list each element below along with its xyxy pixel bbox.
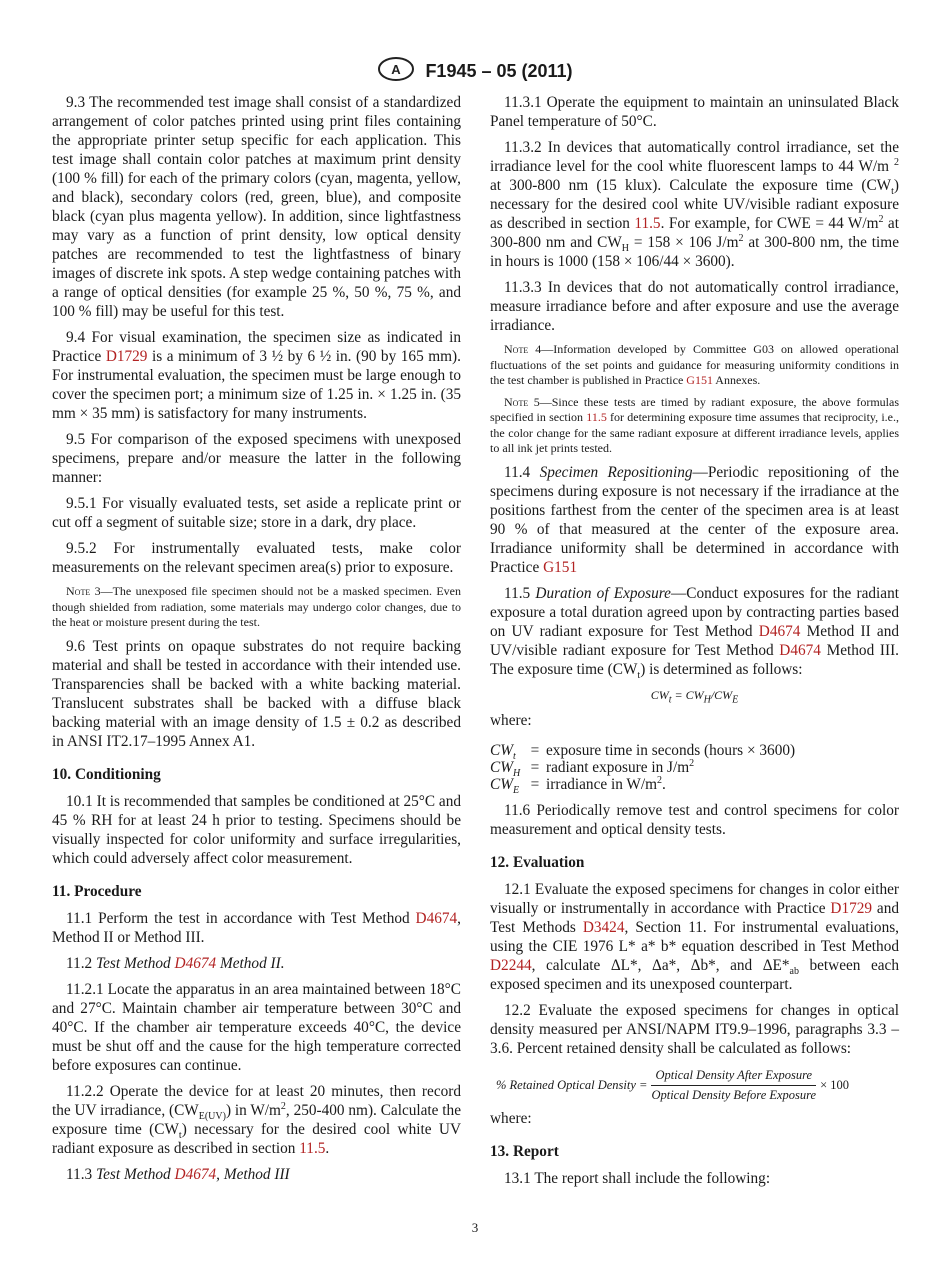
paragraph [490,138,899,271]
text-run: 11.2.1 Locate the apparatus in an area maintained between 18°C and 27°C. Maintain chamber air temperature between 30°C and 40°C. If the chamber air temperature exceeds 40°C, the device must be shut off and the cause for the high temperature corrected before exposures can continue. [52,980,461,1074]
text-run: CW [490,741,513,759]
text-run: 12. Evaluation [490,853,585,871]
note [52,584,461,631]
text-run: where: [490,711,532,729]
text-run: CW [650,687,669,702]
reference-link[interactable]: G151 [543,558,578,576]
text-run: CW [490,758,513,776]
text-run: —Since these tests are timed by radiant exposure, the above formulas specified in section [490,394,900,424]
paragraph [490,801,899,839]
text-run: 11.3.1 Operate the equipment to maintain an uninsulated Black Panel temperature of 50°C. [490,94,899,130]
variable-description [546,759,694,776]
section-heading [490,1142,899,1161]
reference-link[interactable]: D4674 [758,622,801,640]
reference-link[interactable]: D4674 [174,1165,217,1183]
text-run: 9.5 For comparison of the exposed specimens with unexposed specimens, prepare and/or measure the latter in the following manner: [52,431,461,486]
paragraph [490,463,899,577]
left-column [52,93,461,1191]
subscript: t [512,750,516,762]
reference-link[interactable]: D4674 [779,641,821,659]
paragraph [52,539,461,577]
text-run: . For example, for CWE = 44 W/m [660,215,879,232]
retained-density-equation [490,1066,899,1105]
text-run: 11.5 [504,584,536,602]
equals-sign: = [530,775,540,793]
reference-link[interactable]: D1729 [830,899,873,917]
text-run: —Periodic repositioning of the specimens during exposure is not necessary if the irradiance at the positions farthest from the center of the specimen area is at least 90 % of that measured at the center of the exposure area. Irradiance uniformity shall be determined in accordance with Practice [490,463,900,576]
variable-description [546,776,666,793]
reference-link[interactable]: D1729 [105,348,148,365]
reference-link[interactable]: D4674 [174,954,217,972]
text-run: . [662,775,666,793]
note-label: Note 4 [504,342,542,356]
denominator: Optical Density Before Exposure [651,1087,817,1102]
variable-symbol [490,758,524,779]
superscript: 2 [738,232,744,244]
section-heading [490,853,899,872]
text-run: Annexes. [712,373,761,387]
superscript: 2 [894,156,899,168]
variable-symbol [490,775,524,796]
reference-link[interactable]: 11.5 [586,410,607,424]
paragraph [52,954,461,973]
italic-text: , Method III [216,1165,290,1183]
paragraph [52,1165,461,1184]
reference-link[interactable]: D3424 [582,918,625,936]
right-column [490,93,899,1195]
where-label [490,1109,899,1128]
subscript: H [621,243,630,255]
text-run: 9.6 Test prints on opaque substrates do not require backing material and shall be tested in accordance with their intended use. Transparencies shall be backed with a white backing material. Translucent substrates shall be backed with a diffuse black backing material with an image density of 1.5 ± 0.2 as described in ANSI IT2.17–1995 Annex A1. [52,637,461,750]
subscript: E [732,693,739,705]
paragraph [52,328,461,423]
text-run: and Test Methods [490,899,899,936]
definition-row [490,741,899,762]
text-run: , 250-400 nm). Calculate the exposure time (CW [52,1101,461,1138]
text-run: at 300-800 nm and CW [490,215,899,251]
text-run: 11. Procedure [52,882,142,900]
text-run: Method II and UV/visible radiant exposure for Test Method [490,622,899,659]
paragraph [52,93,461,321]
reference-link[interactable]: G151 [686,373,713,387]
equation [490,686,899,705]
text-run: is a minimum of 3 ½ by 6 ½ in. (90 by 165 mm). For instrumental evaluation, the specimen must be large enough to cover the specimen port; a minimum size of 1.25 in. × 1.25 in. (35 mm × 35 mm) is satisfactory for many instruments. [52,348,461,422]
text-run: 12.2 Evaluate the exposed specimens for changes in optical density measured per ANSI/NAPM IT9.9–1996, paragraphs 3.3 – 3.6. Percent retained density shall be calculated as follows: [490,1001,899,1057]
text-run: at 300-800 nm, the time in hours is 1000 (158 × 106/44 × 3600). [490,234,899,270]
subscript: t [178,1129,182,1141]
text-run: 13.1 The report shall include the following: [504,1169,771,1187]
svg-text:A: A [391,62,402,77]
text-run: 12.1 Evaluate the exposed specimens for changes in color either visually or instrumentally in accordance with Practice [490,880,899,917]
text-run: at 300-800 nm (15 klux). Calculate the exposure time (CW [490,177,892,194]
subscript: E [512,784,520,796]
page-number: 3 [471,1220,479,1235]
note [490,395,899,457]
italic-text: Test Method [96,954,175,972]
subscript: E(UV) [198,1110,226,1122]
fraction [651,1066,816,1105]
text-run: for determining exposure time assumes that reciprocity, i.e., the color change for the same radiant exposure at different irradiance levels, applies to all ink jet prints tested. [490,410,900,455]
paragraph [52,494,461,532]
text-run: 11.3 [66,1165,97,1183]
text-run: 10.1 It is recommended that samples be conditioned at 25°C and 45 % RH for at least 24 h prior to testing. Specimens should be visually inspected for color uniformity and surface irregularities, which could adversely affect color measurement. [52,792,461,867]
subscript: ab [789,965,799,977]
paragraph [52,792,461,868]
subscript: t [668,693,672,705]
paragraph [490,1169,899,1188]
equals-sign: = [530,758,540,776]
text-run: = CW [671,687,704,702]
section-heading [52,765,461,784]
text-run: 13. Report [490,1142,559,1160]
equation-multiplier: × 100 [820,1077,850,1092]
text-run: ) necessary for the desired cool white UV/visible radiant exposure as described in section [490,177,899,232]
subscript: t [891,186,894,198]
text-run: 11.4 [504,463,540,481]
text-run: —The unexposed file specimen should not be a masked specimen. Even though shielded from radiation, some materials may undergo color changes, due to the heat or moisture present during the test. [52,584,462,629]
text-run: between each exposed specimen and its unexposed counterpart. [490,956,899,993]
text-run: ) is determined as follows: [640,660,803,678]
text-run: 9.4 For visual examination, the specimen size as indicated in Practice [52,329,461,365]
paragraph [52,980,461,1075]
page-header [0,56,950,87]
definition-row [490,774,899,796]
paragraph [52,430,461,487]
section-heading [52,882,461,901]
text-run: , Section 11. For instrumental evaluations, using the CIE 1976 L* a* b* equation described in Test Method [490,918,899,955]
text-run: —Conduct exposures for the radiant exposure a total duration agreed upon by contracting parties based on UV radiant exposure for Test Method [490,584,899,640]
text-run: ) in W/m [225,1101,281,1119]
reference-link[interactable]: D4674 [415,909,458,927]
reference-link[interactable]: 11.5 [634,215,661,232]
text-run: irradiance in W/m [546,775,657,793]
italic-text: Method II. [216,954,285,972]
text-run: CW [490,775,513,793]
text-run: where: [490,1109,532,1127]
reference-link[interactable]: 11.5 [299,1139,326,1157]
text-run: 11.2 [66,954,97,972]
subscript: H [512,767,521,779]
text-run: = 158 × 106 J/m [629,234,739,251]
subscript: H [703,693,711,705]
document-title: F1945 – 05 (2011) [425,61,573,81]
variable-definitions [490,741,899,796]
text-run: Method III. The exposure time (CW [490,641,899,678]
paragraph [52,909,461,947]
text-run: 11.2.2 Operate the device for at least 20 minutes, then record the UV irradiance, (CW [52,1082,461,1119]
definition-row [490,757,899,779]
numerator: Optical Density After Exposure [651,1066,816,1086]
italic-text: Specimen Repositioning [539,463,693,481]
where-label [490,711,899,730]
note-label: Note 5 [504,394,540,409]
superscript: 2 [878,213,884,225]
equals-sign: = [530,741,540,759]
text-run: radiant exposure in J/m [546,758,690,776]
text-run: —Information developed by Committee G03 on allowed operational fluctuations of the set points and guidance for measuring uniformity conditions in the test chamber is published in Practice [490,342,899,387]
text-run: 11.1 Perform the test in accordance with Test Method [66,909,416,927]
text-run: 11.6 Periodically remove test and control specimens for color measurement and optical density tests. [490,801,899,838]
text-run: . [325,1139,330,1157]
text-run: 9.5.1 For visually evaluated tests, set aside a replicate print or cut off a segment of suitable size; store in a dark, dry place. [52,495,461,531]
text-run: 10. Conditioning [52,765,161,783]
superscript: 2 [280,1100,286,1112]
paragraph [490,278,899,335]
paragraph [490,93,899,131]
paragraph [52,1082,461,1158]
astm-logo-icon [377,56,415,87]
superscript: 2 [689,757,695,769]
paragraph [490,584,899,679]
note-label: Note 3 [66,584,101,598]
variable-symbol [490,741,524,762]
paragraph [490,1001,899,1058]
text-run: , Method II or Method III. [52,909,461,946]
variable-description [546,742,795,759]
text-run: , calculate ΔL*, Δa*, Δb*, and ΔE* [531,956,790,974]
italic-text: Test Method [96,1165,175,1183]
text-run: /CW [710,687,733,702]
italic-text: Duration of Exposure [535,584,671,602]
equation-lhs: % Retained Optical Density = [496,1077,648,1092]
subscript: t [637,669,641,681]
text-run: 9.3 The recommended test image shall consist of a standardized arrangement of color patches printed using print files containing the appropriate printer setup specific for each application. This test image shall contain color patches at maximum print density (100 % fill) for each of the primary colors (cyan, magenta, yellow, and black), secondary colors (red, green, blue), and composite black (cyan plus magenta yellow). In addition, since lightfastness may vary as a function of print density, low optical density patches are recommended to test the lightfastness of binary images of discrete ink spots. A step wedge containing patches with a range of optical densities (for example 25 %, 50 %, 75 %, and 100 % fill) may be useful for this test. [52,94,461,320]
reference-link[interactable]: D2244 [490,956,532,974]
paragraph [490,880,899,994]
superscript: 2 [657,774,662,786]
note [490,342,899,389]
paragraph [52,637,461,751]
text-run: 11.3.3 In devices that do not automatically control irradiance, measure irradiance before and after exposure and use the average irradiance. [490,279,899,334]
text-run: exposure time in seconds (hours × 3600) [546,741,796,759]
text-run: 9.5.2 For instrumentally evaluated tests, make color measurements on the relevant specimen area(s) prior to exposure. [52,540,461,576]
text-run: ) necessary for the desired cool white UV radiant exposure as described in section [52,1120,461,1157]
text-run: 11.3.2 In devices that automatically control irradiance, set the irradiance level for the cool white fluorescent lamps to 44 W/m [490,139,899,175]
